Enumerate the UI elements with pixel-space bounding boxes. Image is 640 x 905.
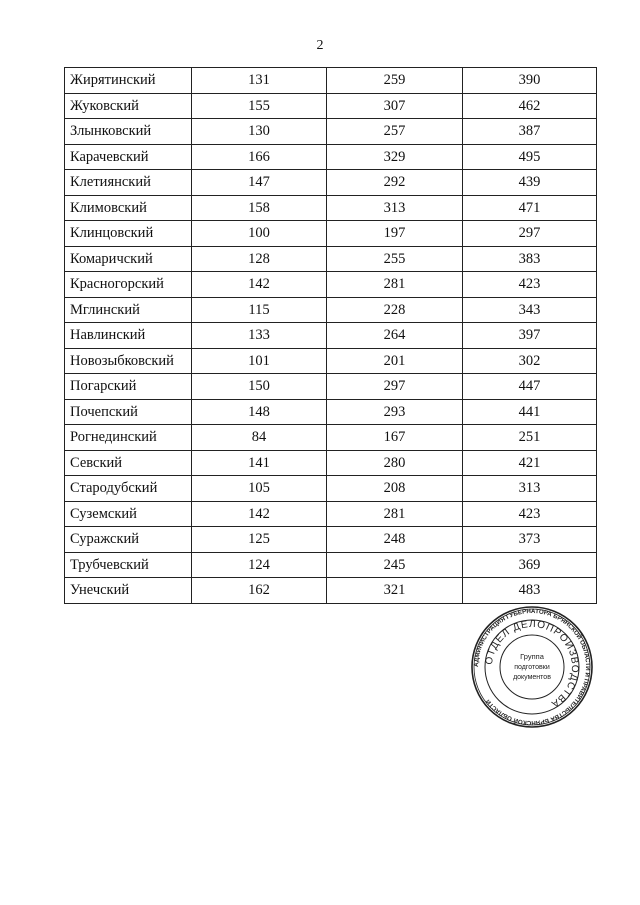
table-row (65, 374, 597, 400)
table-row (65, 221, 597, 247)
district-name-cell: Комаричский (65, 246, 192, 272)
table-row (65, 297, 597, 323)
value-cell-1: 130 (192, 119, 327, 145)
table-row (65, 170, 597, 196)
value-cell-1: 142 (192, 501, 327, 527)
value-cell-1: 155 (192, 93, 327, 119)
table-body (65, 68, 597, 604)
value-cell-2: 292 (327, 170, 463, 196)
value-cell-1: 115 (192, 297, 327, 323)
value-cell-2: 281 (327, 501, 463, 527)
value-cell-2: 297 (327, 374, 463, 400)
value-cell-2: 197 (327, 221, 463, 247)
value-cell-1: 133 (192, 323, 327, 349)
district-name-cell: Севский (65, 450, 192, 476)
district-name-cell: Унечский (65, 578, 192, 604)
district-name-cell: Погарский (65, 374, 192, 400)
table-row (65, 246, 597, 272)
value-cell-2: 228 (327, 297, 463, 323)
table-row (65, 119, 597, 145)
district-name-cell: Клинцовский (65, 221, 192, 247)
table-row (65, 399, 597, 425)
value-cell-1: 105 (192, 476, 327, 502)
table-row (65, 578, 597, 604)
value-cell-3: 297 (463, 221, 597, 247)
official-stamp (470, 605, 594, 729)
value-cell-3: 383 (463, 246, 597, 272)
value-cell-2: 208 (327, 476, 463, 502)
district-name-cell: Жуковский (65, 93, 192, 119)
value-cell-2: 255 (327, 246, 463, 272)
value-cell-3: 343 (463, 297, 597, 323)
value-cell-2: 307 (327, 93, 463, 119)
value-cell-3: 390 (463, 68, 597, 94)
value-cell-3: 421 (463, 450, 597, 476)
value-cell-1: 131 (192, 68, 327, 94)
value-cell-2: 167 (327, 425, 463, 451)
value-cell-3: 483 (463, 578, 597, 604)
value-cell-1: 142 (192, 272, 327, 298)
table-row (65, 425, 597, 451)
district-name-cell: Навлинский (65, 323, 192, 349)
stamp-center-line1: Группа (520, 652, 544, 661)
value-cell-1: 128 (192, 246, 327, 272)
value-cell-1: 147 (192, 170, 327, 196)
district-name-cell: Красногорский (65, 272, 192, 298)
table-row (65, 527, 597, 553)
value-cell-3: 251 (463, 425, 597, 451)
stamp-ring-text: ОТДЕЛ ДЕЛОПРОИЗВОДСТВА (483, 618, 581, 710)
district-name-cell: Климовский (65, 195, 192, 221)
value-cell-3: 373 (463, 527, 597, 553)
table-row (65, 501, 597, 527)
district-name-cell: Рогнединский (65, 425, 192, 451)
value-cell-3: 471 (463, 195, 597, 221)
value-cell-1: 162 (192, 578, 327, 604)
district-name-cell: Карачевский (65, 144, 192, 170)
value-cell-1: 141 (192, 450, 327, 476)
value-cell-3: 313 (463, 476, 597, 502)
value-cell-3: 387 (463, 119, 597, 145)
district-name-cell: Мглинский (65, 297, 192, 323)
district-name-cell: Трубчевский (65, 552, 192, 578)
table-row (65, 323, 597, 349)
district-name-cell: Клетиянский (65, 170, 192, 196)
value-cell-2: 280 (327, 450, 463, 476)
table-row (65, 93, 597, 119)
value-cell-2: 259 (327, 68, 463, 94)
district-name-cell: Почепский (65, 399, 192, 425)
district-name-cell: Новозыбковский (65, 348, 192, 374)
value-cell-3: 439 (463, 170, 597, 196)
value-cell-1: 166 (192, 144, 327, 170)
value-cell-2: 264 (327, 323, 463, 349)
table-row (65, 195, 597, 221)
value-cell-3: 397 (463, 323, 597, 349)
stamp-outer-text: АДМИНИСТРАЦИЯ ГУБЕРНАТОРА БРЯНСКОЙ ОБЛАСТИ И ПРАВИТЕЛЬСТВА БРЯНСКОЙ ОБЛАСТИ (472, 607, 592, 727)
value-cell-1: 150 (192, 374, 327, 400)
value-cell-1: 148 (192, 399, 327, 425)
value-cell-2: 257 (327, 119, 463, 145)
district-name-cell: Стародубский (65, 476, 192, 502)
value-cell-1: 125 (192, 527, 327, 553)
district-name-cell: Жирятинский (65, 68, 192, 94)
value-cell-2: 321 (327, 578, 463, 604)
value-cell-2: 245 (327, 552, 463, 578)
value-cell-1: 101 (192, 348, 327, 374)
table-row (65, 552, 597, 578)
value-cell-3: 462 (463, 93, 597, 119)
value-cell-1: 124 (192, 552, 327, 578)
table-row (65, 68, 597, 94)
table-row (65, 348, 597, 374)
table-row (65, 476, 597, 502)
district-name-cell: Суземский (65, 501, 192, 527)
page-number: 2 (316, 38, 324, 53)
value-cell-3: 423 (463, 272, 597, 298)
district-name-cell: Суражский (65, 527, 192, 553)
table-row (65, 272, 597, 298)
table-row (65, 144, 597, 170)
value-cell-3: 447 (463, 374, 597, 400)
value-cell-2: 248 (327, 527, 463, 553)
value-cell-1: 84 (192, 425, 327, 451)
value-cell-2: 201 (327, 348, 463, 374)
stamp-center-line2: подготовки (514, 664, 550, 671)
value-cell-1: 158 (192, 195, 327, 221)
value-cell-3: 369 (463, 552, 597, 578)
value-cell-3: 423 (463, 501, 597, 527)
value-cell-2: 329 (327, 144, 463, 170)
district-name-cell: Злынковский (65, 119, 192, 145)
table-row (65, 450, 597, 476)
value-cell-3: 302 (463, 348, 597, 374)
value-cell-2: 281 (327, 272, 463, 298)
value-cell-3: 441 (463, 399, 597, 425)
value-cell-1: 100 (192, 221, 327, 247)
value-cell-2: 313 (327, 195, 463, 221)
district-table (64, 67, 597, 604)
value-cell-2: 293 (327, 399, 463, 425)
value-cell-3: 495 (463, 144, 597, 170)
stamp-seal-icon (470, 605, 594, 729)
stamp-center-line3: документов (513, 674, 551, 681)
